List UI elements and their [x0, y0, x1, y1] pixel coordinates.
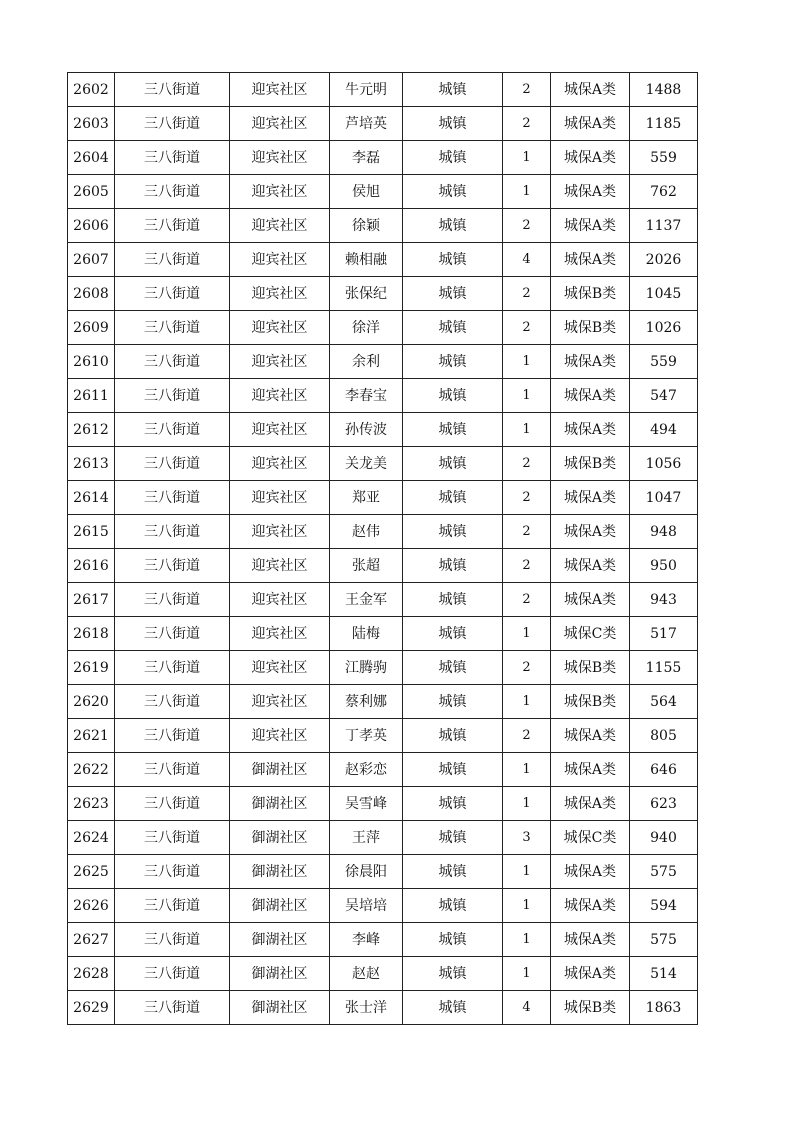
serial-number: 2619: [68, 651, 115, 685]
street-cell: 三八街道: [115, 481, 230, 515]
household-type-cell: 城镇: [403, 719, 503, 753]
household-type-cell: 城镇: [403, 889, 503, 923]
member-count-cell: 3: [503, 821, 551, 855]
table-row: [68, 923, 698, 957]
name-cell: 侯旭: [330, 175, 403, 209]
category-cell: 城保C类: [551, 617, 630, 651]
amount-cell: 1155: [630, 651, 698, 685]
household-type-cell: 城镇: [403, 209, 503, 243]
name-cell: 吴培培: [330, 889, 403, 923]
street-cell: 三八街道: [115, 311, 230, 345]
amount-cell: 559: [630, 345, 698, 379]
household-type-cell: 城镇: [403, 515, 503, 549]
name-cell: 蔡利娜: [330, 685, 403, 719]
street-cell: 三八街道: [115, 447, 230, 481]
name-cell: 赵伟: [330, 515, 403, 549]
member-count-cell: 1: [503, 855, 551, 889]
table-row: [68, 209, 698, 243]
community-cell: 迎宾社区: [230, 583, 330, 617]
category-cell: 城保A类: [551, 923, 630, 957]
community-cell: 迎宾社区: [230, 685, 330, 719]
serial-number: 2613: [68, 447, 115, 481]
member-count-cell: 1: [503, 889, 551, 923]
community-cell: 迎宾社区: [230, 447, 330, 481]
member-count-cell: 1: [503, 753, 551, 787]
table-row: [68, 685, 698, 719]
community-cell: 迎宾社区: [230, 175, 330, 209]
street-cell: 三八街道: [115, 889, 230, 923]
street-cell: 三八街道: [115, 549, 230, 583]
category-cell: 城保A类: [551, 515, 630, 549]
category-cell: 城保B类: [551, 685, 630, 719]
table-row: [68, 447, 698, 481]
amount-cell: 494: [630, 413, 698, 447]
amount-cell: 762: [630, 175, 698, 209]
category-cell: 城保B类: [551, 991, 630, 1025]
community-cell: 迎宾社区: [230, 107, 330, 141]
household-type-cell: 城镇: [403, 753, 503, 787]
category-cell: 城保A类: [551, 243, 630, 277]
category-cell: 城保A类: [551, 345, 630, 379]
category-cell: 城保A类: [551, 175, 630, 209]
name-cell: 江腾驹: [330, 651, 403, 685]
table-row: [68, 821, 698, 855]
serial-number: 2604: [68, 141, 115, 175]
table-row: [68, 787, 698, 821]
serial-number: 2618: [68, 617, 115, 651]
community-cell: 迎宾社区: [230, 73, 330, 107]
community-cell: 御湖社区: [230, 991, 330, 1025]
name-cell: 赖相融: [330, 243, 403, 277]
name-cell: 吴雪峰: [330, 787, 403, 821]
serial-number: 2607: [68, 243, 115, 277]
member-count-cell: 2: [503, 515, 551, 549]
table-row: [68, 175, 698, 209]
household-type-cell: 城镇: [403, 617, 503, 651]
serial-number: 2609: [68, 311, 115, 345]
amount-cell: 575: [630, 855, 698, 889]
household-type-cell: 城镇: [403, 277, 503, 311]
community-cell: 御湖社区: [230, 957, 330, 991]
member-count-cell: 1: [503, 413, 551, 447]
street-cell: 三八街道: [115, 345, 230, 379]
category-cell: 城保A类: [551, 379, 630, 413]
street-cell: 三八街道: [115, 583, 230, 617]
community-cell: 御湖社区: [230, 923, 330, 957]
street-cell: 三八街道: [115, 107, 230, 141]
street-cell: 三八街道: [115, 617, 230, 651]
name-cell: 张超: [330, 549, 403, 583]
name-cell: 王金军: [330, 583, 403, 617]
street-cell: 三八街道: [115, 209, 230, 243]
serial-number: 2610: [68, 345, 115, 379]
community-cell: 迎宾社区: [230, 651, 330, 685]
category-cell: 城保B类: [551, 277, 630, 311]
table-row: [68, 345, 698, 379]
amount-cell: 1488: [630, 73, 698, 107]
serial-number: 2629: [68, 991, 115, 1025]
member-count-cell: 4: [503, 991, 551, 1025]
category-cell: 城保C类: [551, 821, 630, 855]
household-type-cell: 城镇: [403, 413, 503, 447]
amount-cell: 940: [630, 821, 698, 855]
street-cell: 三八街道: [115, 243, 230, 277]
amount-cell: 1863: [630, 991, 698, 1025]
community-cell: 迎宾社区: [230, 141, 330, 175]
member-count-cell: 1: [503, 923, 551, 957]
category-cell: 城保A类: [551, 209, 630, 243]
household-type-cell: 城镇: [403, 345, 503, 379]
member-count-cell: 1: [503, 957, 551, 991]
category-cell: 城保A类: [551, 73, 630, 107]
member-count-cell: 2: [503, 549, 551, 583]
amount-cell: 1045: [630, 277, 698, 311]
street-cell: 三八街道: [115, 957, 230, 991]
category-cell: 城保A类: [551, 719, 630, 753]
street-cell: 三八街道: [115, 379, 230, 413]
member-count-cell: 2: [503, 277, 551, 311]
street-cell: 三八街道: [115, 923, 230, 957]
household-type-cell: 城镇: [403, 685, 503, 719]
serial-number: 2608: [68, 277, 115, 311]
serial-number: 2628: [68, 957, 115, 991]
household-type-cell: 城镇: [403, 991, 503, 1025]
category-cell: 城保B类: [551, 651, 630, 685]
serial-number: 2621: [68, 719, 115, 753]
household-type-cell: 城镇: [403, 855, 503, 889]
community-cell: 御湖社区: [230, 753, 330, 787]
table-row: [68, 311, 698, 345]
amount-cell: 2026: [630, 243, 698, 277]
serial-number: 2625: [68, 855, 115, 889]
serial-number: 2615: [68, 515, 115, 549]
serial-number: 2624: [68, 821, 115, 855]
serial-number: 2617: [68, 583, 115, 617]
street-cell: 三八街道: [115, 685, 230, 719]
street-cell: 三八街道: [115, 855, 230, 889]
amount-cell: 1026: [630, 311, 698, 345]
member-count-cell: 2: [503, 209, 551, 243]
serial-number: 2612: [68, 413, 115, 447]
amount-cell: 594: [630, 889, 698, 923]
amount-cell: 514: [630, 957, 698, 991]
community-cell: 迎宾社区: [230, 515, 330, 549]
table-row: [68, 379, 698, 413]
community-cell: 迎宾社区: [230, 719, 330, 753]
amount-cell: 564: [630, 685, 698, 719]
street-cell: 三八街道: [115, 719, 230, 753]
street-cell: 三八街道: [115, 787, 230, 821]
street-cell: 三八街道: [115, 651, 230, 685]
amount-cell: 1056: [630, 447, 698, 481]
name-cell: 关龙美: [330, 447, 403, 481]
name-cell: 丁孝英: [330, 719, 403, 753]
name-cell: 郑亚: [330, 481, 403, 515]
table-row: [68, 277, 698, 311]
household-type-cell: 城镇: [403, 787, 503, 821]
serial-number: 2614: [68, 481, 115, 515]
serial-number: 2620: [68, 685, 115, 719]
name-cell: 李春宝: [330, 379, 403, 413]
amount-cell: 559: [630, 141, 698, 175]
table-row: [68, 481, 698, 515]
household-type-cell: 城镇: [403, 549, 503, 583]
serial-number: 2626: [68, 889, 115, 923]
amount-cell: 948: [630, 515, 698, 549]
member-count-cell: 1: [503, 345, 551, 379]
amount-cell: 517: [630, 617, 698, 651]
household-type-cell: 城镇: [403, 821, 503, 855]
name-cell: 徐颖: [330, 209, 403, 243]
table-row: [68, 413, 698, 447]
table-row: [68, 753, 698, 787]
community-cell: 迎宾社区: [230, 345, 330, 379]
serial-number: 2603: [68, 107, 115, 141]
category-cell: 城保B类: [551, 311, 630, 345]
household-type-cell: 城镇: [403, 379, 503, 413]
table-row: [68, 141, 698, 175]
category-cell: 城保A类: [551, 889, 630, 923]
community-cell: 迎宾社区: [230, 617, 330, 651]
category-cell: 城保A类: [551, 141, 630, 175]
name-cell: 李峰: [330, 923, 403, 957]
table-row: [68, 889, 698, 923]
table-row: [68, 991, 698, 1025]
category-cell: 城保A类: [551, 957, 630, 991]
table-row: [68, 651, 698, 685]
member-count-cell: 1: [503, 141, 551, 175]
amount-cell: 547: [630, 379, 698, 413]
serial-number: 2623: [68, 787, 115, 821]
amount-cell: 575: [630, 923, 698, 957]
member-count-cell: 2: [503, 311, 551, 345]
amount-cell: 646: [630, 753, 698, 787]
serial-number: 2605: [68, 175, 115, 209]
household-type-cell: 城镇: [403, 481, 503, 515]
name-cell: 孙传波: [330, 413, 403, 447]
category-cell: 城保A类: [551, 413, 630, 447]
amount-cell: 1185: [630, 107, 698, 141]
street-cell: 三八街道: [115, 753, 230, 787]
household-type-cell: 城镇: [403, 243, 503, 277]
member-count-cell: 1: [503, 685, 551, 719]
serial-number: 2616: [68, 549, 115, 583]
name-cell: 余利: [330, 345, 403, 379]
member-count-cell: 2: [503, 651, 551, 685]
table-row: [68, 515, 698, 549]
amount-cell: 1047: [630, 481, 698, 515]
household-type-cell: 城镇: [403, 175, 503, 209]
data-table: [67, 72, 698, 1025]
community-cell: 御湖社区: [230, 855, 330, 889]
category-cell: 城保A类: [551, 549, 630, 583]
serial-number: 2611: [68, 379, 115, 413]
member-count-cell: 2: [503, 107, 551, 141]
category-cell: 城保B类: [551, 447, 630, 481]
name-cell: 陆梅: [330, 617, 403, 651]
serial-number: 2622: [68, 753, 115, 787]
serial-number: 2602: [68, 73, 115, 107]
community-cell: 迎宾社区: [230, 481, 330, 515]
household-type-cell: 城镇: [403, 107, 503, 141]
member-count-cell: 4: [503, 243, 551, 277]
table-row: [68, 855, 698, 889]
category-cell: 城保A类: [551, 753, 630, 787]
street-cell: 三八街道: [115, 991, 230, 1025]
name-cell: 李磊: [330, 141, 403, 175]
name-cell: 徐晨阳: [330, 855, 403, 889]
community-cell: 御湖社区: [230, 787, 330, 821]
member-count-cell: 2: [503, 719, 551, 753]
street-cell: 三八街道: [115, 515, 230, 549]
member-count-cell: 1: [503, 175, 551, 209]
table-body: [68, 73, 698, 1025]
amount-cell: 623: [630, 787, 698, 821]
table-row: [68, 549, 698, 583]
community-cell: 迎宾社区: [230, 413, 330, 447]
amount-cell: 943: [630, 583, 698, 617]
name-cell: 王萍: [330, 821, 403, 855]
street-cell: 三八街道: [115, 175, 230, 209]
community-cell: 御湖社区: [230, 889, 330, 923]
member-count-cell: 2: [503, 447, 551, 481]
community-cell: 迎宾社区: [230, 311, 330, 345]
category-cell: 城保A类: [551, 107, 630, 141]
name-cell: 芦培英: [330, 107, 403, 141]
serial-number: 2606: [68, 209, 115, 243]
household-type-cell: 城镇: [403, 73, 503, 107]
name-cell: 徐洋: [330, 311, 403, 345]
community-cell: 迎宾社区: [230, 209, 330, 243]
member-count-cell: 1: [503, 379, 551, 413]
street-cell: 三八街道: [115, 73, 230, 107]
table-row: [68, 719, 698, 753]
category-cell: 城保A类: [551, 855, 630, 889]
household-type-cell: 城镇: [403, 923, 503, 957]
amount-cell: 1137: [630, 209, 698, 243]
category-cell: 城保A类: [551, 787, 630, 821]
name-cell: 赵赵: [330, 957, 403, 991]
table-row: [68, 957, 698, 991]
street-cell: 三八街道: [115, 277, 230, 311]
name-cell: 赵彩恋: [330, 753, 403, 787]
member-count-cell: 2: [503, 583, 551, 617]
community-cell: 迎宾社区: [230, 277, 330, 311]
member-count-cell: 2: [503, 481, 551, 515]
household-type-cell: 城镇: [403, 311, 503, 345]
household-type-cell: 城镇: [403, 651, 503, 685]
community-cell: 迎宾社区: [230, 379, 330, 413]
table-row: [68, 107, 698, 141]
household-type-cell: 城镇: [403, 583, 503, 617]
category-cell: 城保A类: [551, 481, 630, 515]
street-cell: 三八街道: [115, 413, 230, 447]
amount-cell: 950: [630, 549, 698, 583]
community-cell: 迎宾社区: [230, 243, 330, 277]
name-cell: 张士洋: [330, 991, 403, 1025]
community-cell: 御湖社区: [230, 821, 330, 855]
serial-number: 2627: [68, 923, 115, 957]
table-row: [68, 617, 698, 651]
street-cell: 三八街道: [115, 821, 230, 855]
household-type-cell: 城镇: [403, 141, 503, 175]
category-cell: 城保A类: [551, 583, 630, 617]
household-type-cell: 城镇: [403, 957, 503, 991]
table-row: [68, 73, 698, 107]
household-type-cell: 城镇: [403, 447, 503, 481]
name-cell: 牛元明: [330, 73, 403, 107]
member-count-cell: 1: [503, 787, 551, 821]
table-row: [68, 243, 698, 277]
street-cell: 三八街道: [115, 141, 230, 175]
amount-cell: 805: [630, 719, 698, 753]
member-count-cell: 1: [503, 617, 551, 651]
community-cell: 迎宾社区: [230, 549, 330, 583]
member-count-cell: 2: [503, 73, 551, 107]
table-row: [68, 583, 698, 617]
name-cell: 张保纪: [330, 277, 403, 311]
